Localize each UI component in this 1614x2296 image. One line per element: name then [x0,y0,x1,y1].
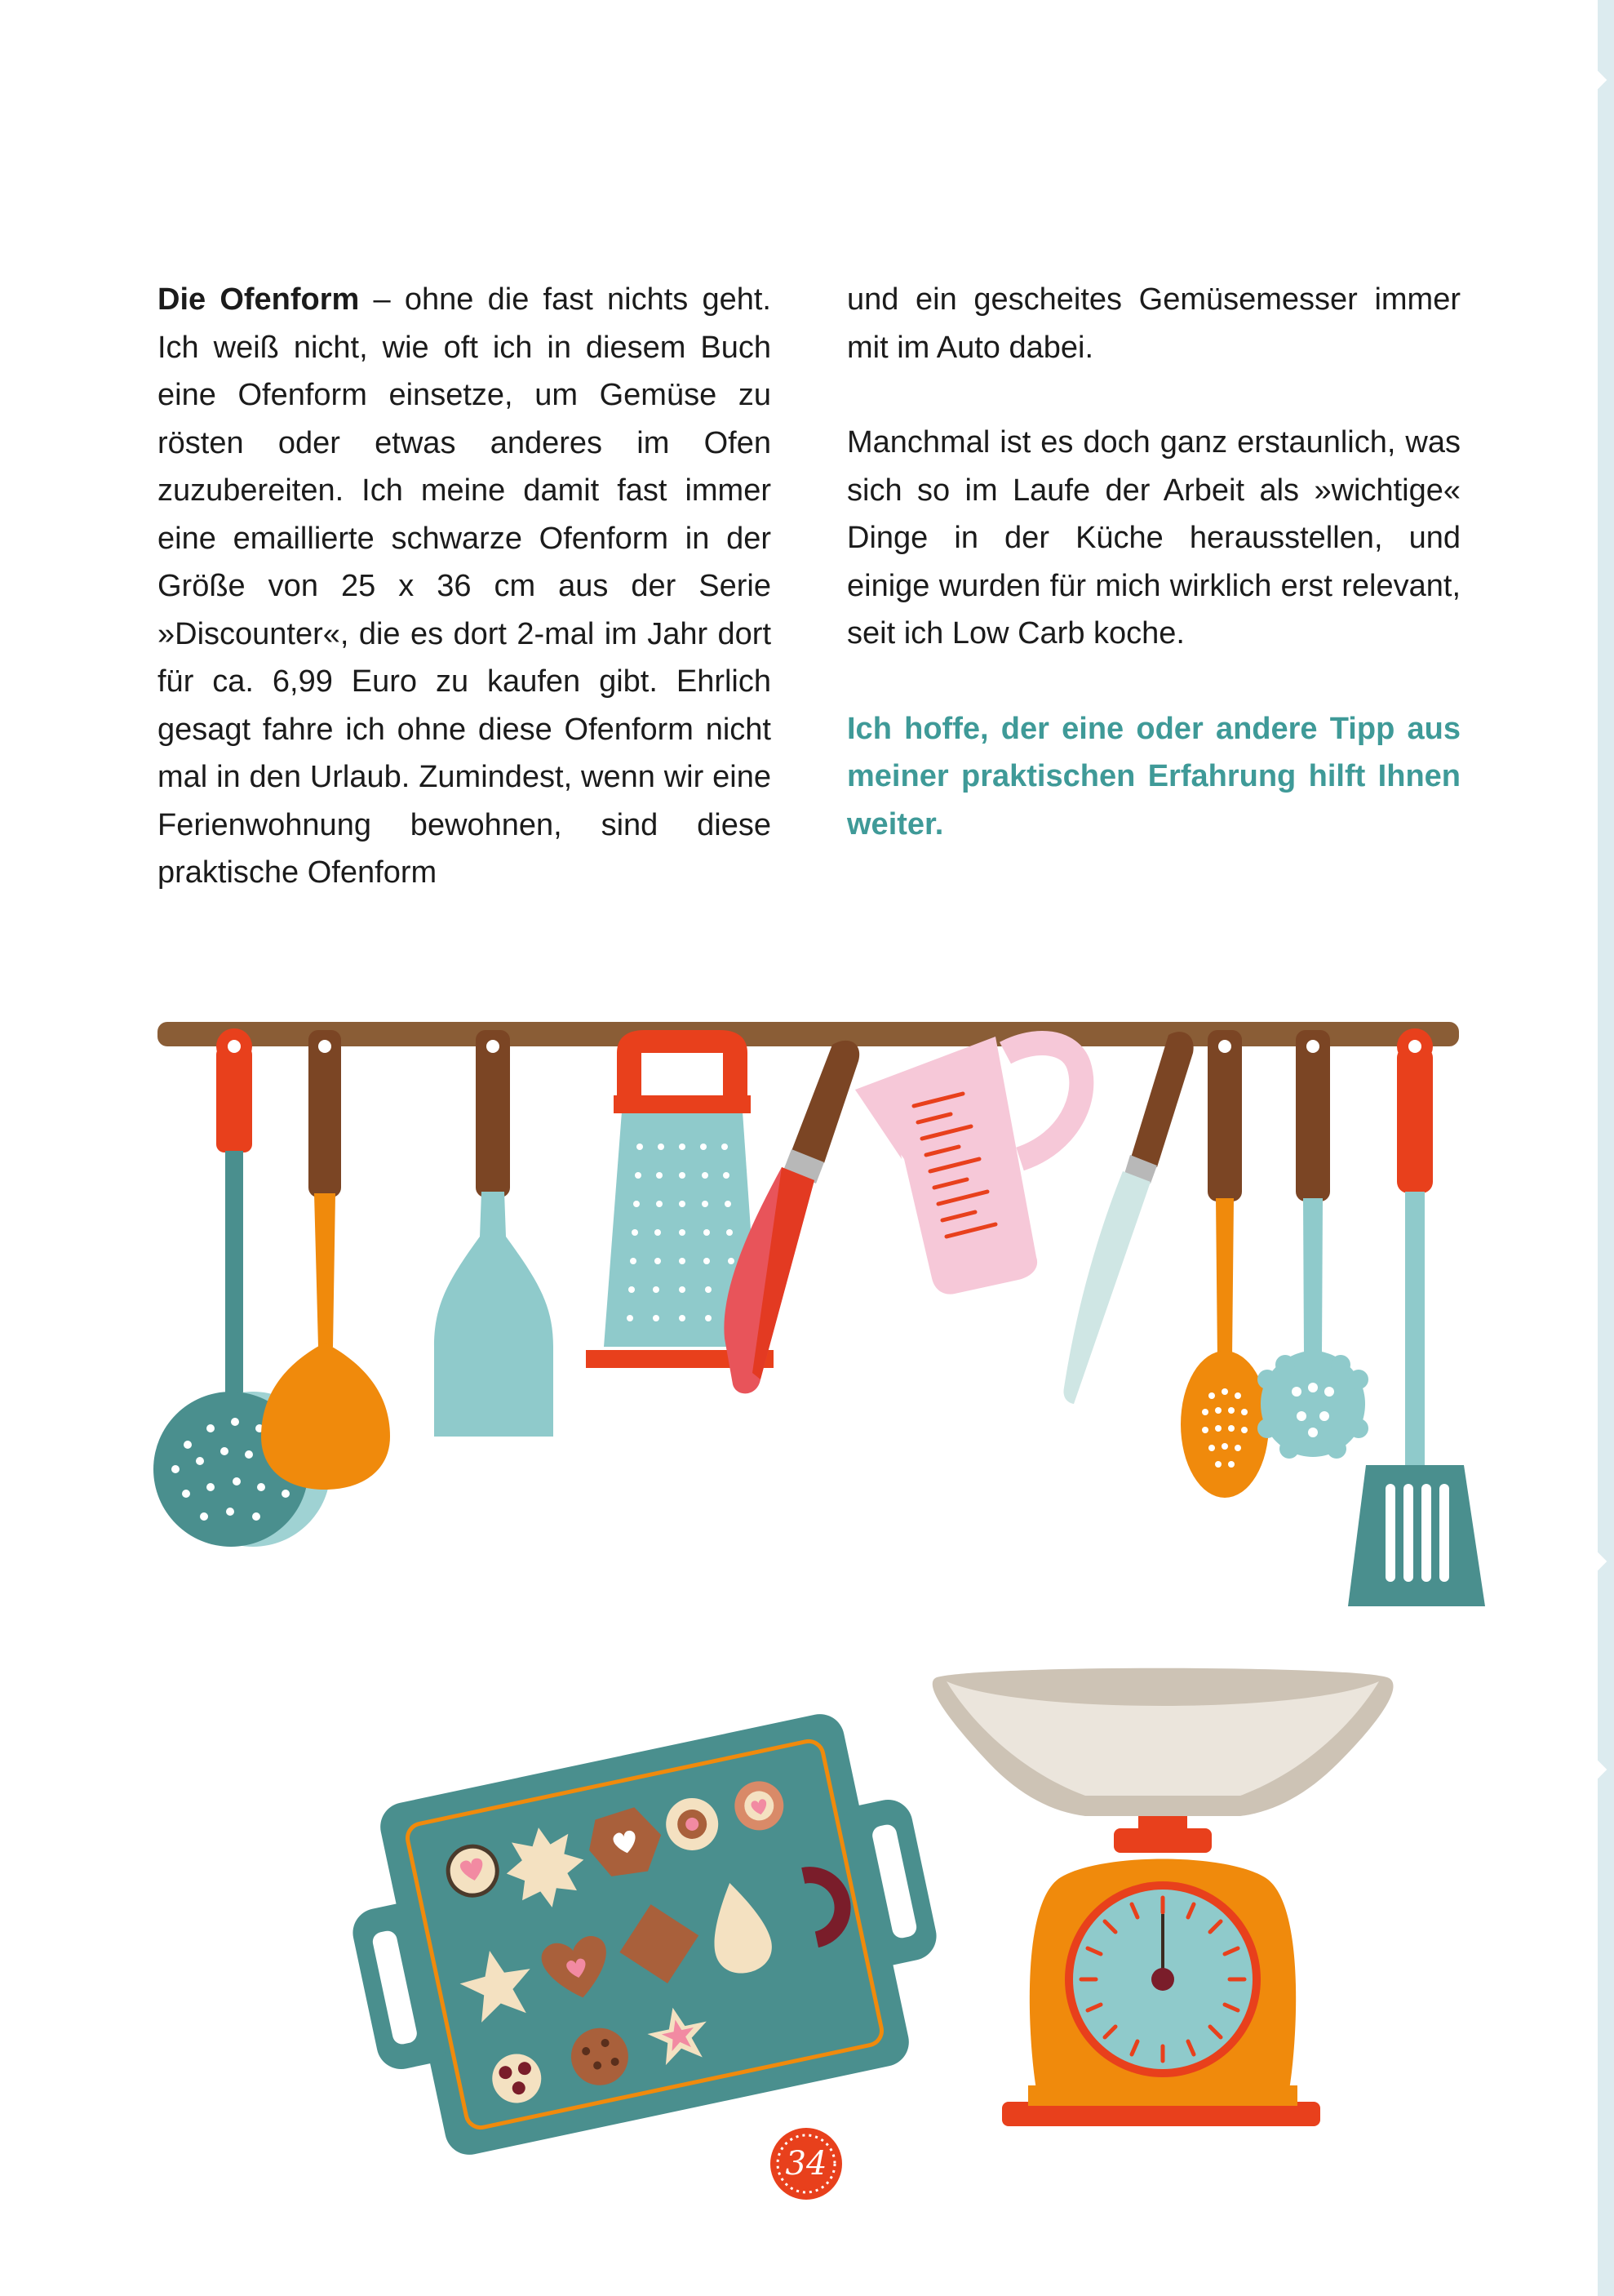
left-paragraph-text: – ohne die fast nichts geht. Ich weiß nicht, wie oft ich in diesem Buch eine Ofenform einsetze, um Gemüse zu rösten oder etwas anderes im Ofen zuzubereiten. Ich meine damit fast immer eine emaillierte schwarze Ofenform in der Größe von 25 x 36 cm aus der Serie »Discounter«, die es dort 2-mal im Jahr dort für ca. 6,99 Euro zu kaufen gibt. Ehrlich gesagt fahre ich ohne diese Ofenform nicht mal in den Urlaub. Zumindest, wenn wir eine Ferienwohnung bewohnen, sind diese praktische Ofenform [157,282,771,890]
spatula-icon [434,1030,553,1437]
lead-term: Die Ofenform [157,282,360,317]
pasta-server-icon [1257,1030,1368,1459]
page-number-text: 34 [785,2145,827,2183]
cookie-baking-tray-icon [328,1699,961,2169]
tip-paragraph: Ich hoffe, der eine oder andere Tipp aus meiner praktischen Erfahrung hilft Ihnen weiter. [847,711,1461,842]
slotted-spoon-icon [1181,1030,1269,1498]
kitchen-scale-icon [933,1668,1394,2126]
utensil-rail-illustration [157,1022,1459,1046]
right-paragraph-1: und ein gescheites Gemüsemesser immer mit im Auto dabei. [847,282,1461,365]
turner-icon [1348,1028,1485,1606]
orange-ladle-icon [261,1030,390,1490]
measuring-jug-icon [855,1037,1081,1295]
right-paragraph-2: Manchmal ist es doch ganz erstaunlich, was sich so im Laufe der Arbeit als »wichtige« Dinge in der Küche herausstellen, und einige wurden für mich wirklich erst relevant, seit ich Low Carb koche. [847,425,1461,651]
